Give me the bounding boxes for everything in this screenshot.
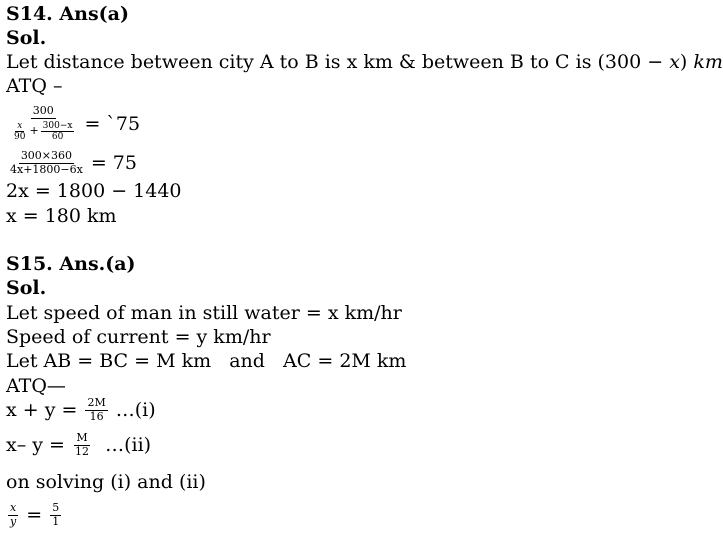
- s15-line3: Let AB = BC = M km and AC = 2M km: [6, 350, 407, 372]
- s15-heading: S15. Ans.(a): [6, 253, 136, 275]
- s14-eq1: [6, 97, 140, 142]
- s14-eq4: x = 180 km: [6, 205, 117, 227]
- s14-line1-text: Let distance between city A to B is x km & between B to C is (300 −: [6, 51, 670, 73]
- s15-eq3-lnum: x: [10, 501, 17, 514]
- s14-eq2-rhs: = 75: [90, 152, 137, 175]
- s15-eq3-equals: =: [20, 504, 49, 527]
- s15-eq2-den: 12: [75, 444, 89, 458]
- s15-eq3-left-fraction: [8, 502, 18, 528]
- s14-eq2-num: 300×360: [20, 149, 73, 162]
- s15-eq1-den: 16: [89, 409, 104, 423]
- s14-line1-close: ): [679, 51, 694, 73]
- s14-eq1-den-a-num: x: [17, 120, 23, 131]
- s15-eq1-lhs: x + y =: [6, 399, 84, 422]
- s15-eq3-lden: y: [10, 514, 17, 528]
- s14-eq1-den-b-den: 60: [51, 131, 64, 142]
- s14-eq1-den: [8, 119, 78, 143]
- s14-eq1-fraction: [8, 105, 78, 142]
- s15-eq2-fraction: [73, 432, 91, 458]
- s15-atq: ATQ—: [6, 375, 66, 397]
- s14-eq2-den: 4x+1800−6x: [10, 162, 83, 176]
- s15-eq1-num: 2M: [87, 396, 106, 409]
- s14-eq1-den-a: [12, 121, 27, 143]
- s14-line1: [6, 51, 723, 73]
- s14-eq2: [6, 142, 137, 176]
- s15-eq3-right-fraction: [50, 502, 61, 528]
- s15-eq1-fraction: [85, 397, 107, 423]
- s14-eq1-den-b-num: 300−x: [42, 120, 73, 131]
- s15-eq2-num: M: [76, 431, 88, 444]
- s15-eq2: [6, 432, 151, 458]
- s14-eq3: 2x = 1800 − 1440: [6, 180, 182, 202]
- s15-eq2-lhs: x– y =: [6, 434, 71, 457]
- s15-eq3-rden: 1: [52, 514, 60, 528]
- s14-line1-unit: km: [693, 51, 723, 73]
- s14-line1-var: x: [669, 51, 680, 73]
- s14-eq1-plus: +: [29, 124, 39, 138]
- s14-heading: S14. Ans(a): [6, 3, 129, 25]
- s15-line2: Speed of current = y km/hr: [6, 326, 271, 348]
- s15-line4: on solving (i) and (ii): [6, 471, 206, 493]
- s15-eq3: [6, 494, 63, 528]
- s14-sol-label: Sol.: [6, 27, 47, 49]
- s15-eq3-rnum: 5: [52, 501, 60, 514]
- s14-eq1-den-a-den: 90: [14, 131, 26, 142]
- s15-sol-label: Sol.: [6, 277, 47, 299]
- s14-eq1-den-b: [41, 121, 75, 143]
- s15-eq2-tag: …(ii): [93, 434, 152, 457]
- s15-eq1: [6, 397, 156, 423]
- s14-eq2-fraction: [8, 150, 85, 176]
- s14-eq1-rhs: = `75: [84, 112, 141, 135]
- s14-atq: ATQ –: [6, 75, 63, 97]
- s14-eq1-num: 300: [32, 104, 54, 117]
- s15-line1: Let speed of man in still water = x km/hr: [6, 302, 402, 324]
- s15-eq1-tag: …(i): [109, 399, 156, 422]
